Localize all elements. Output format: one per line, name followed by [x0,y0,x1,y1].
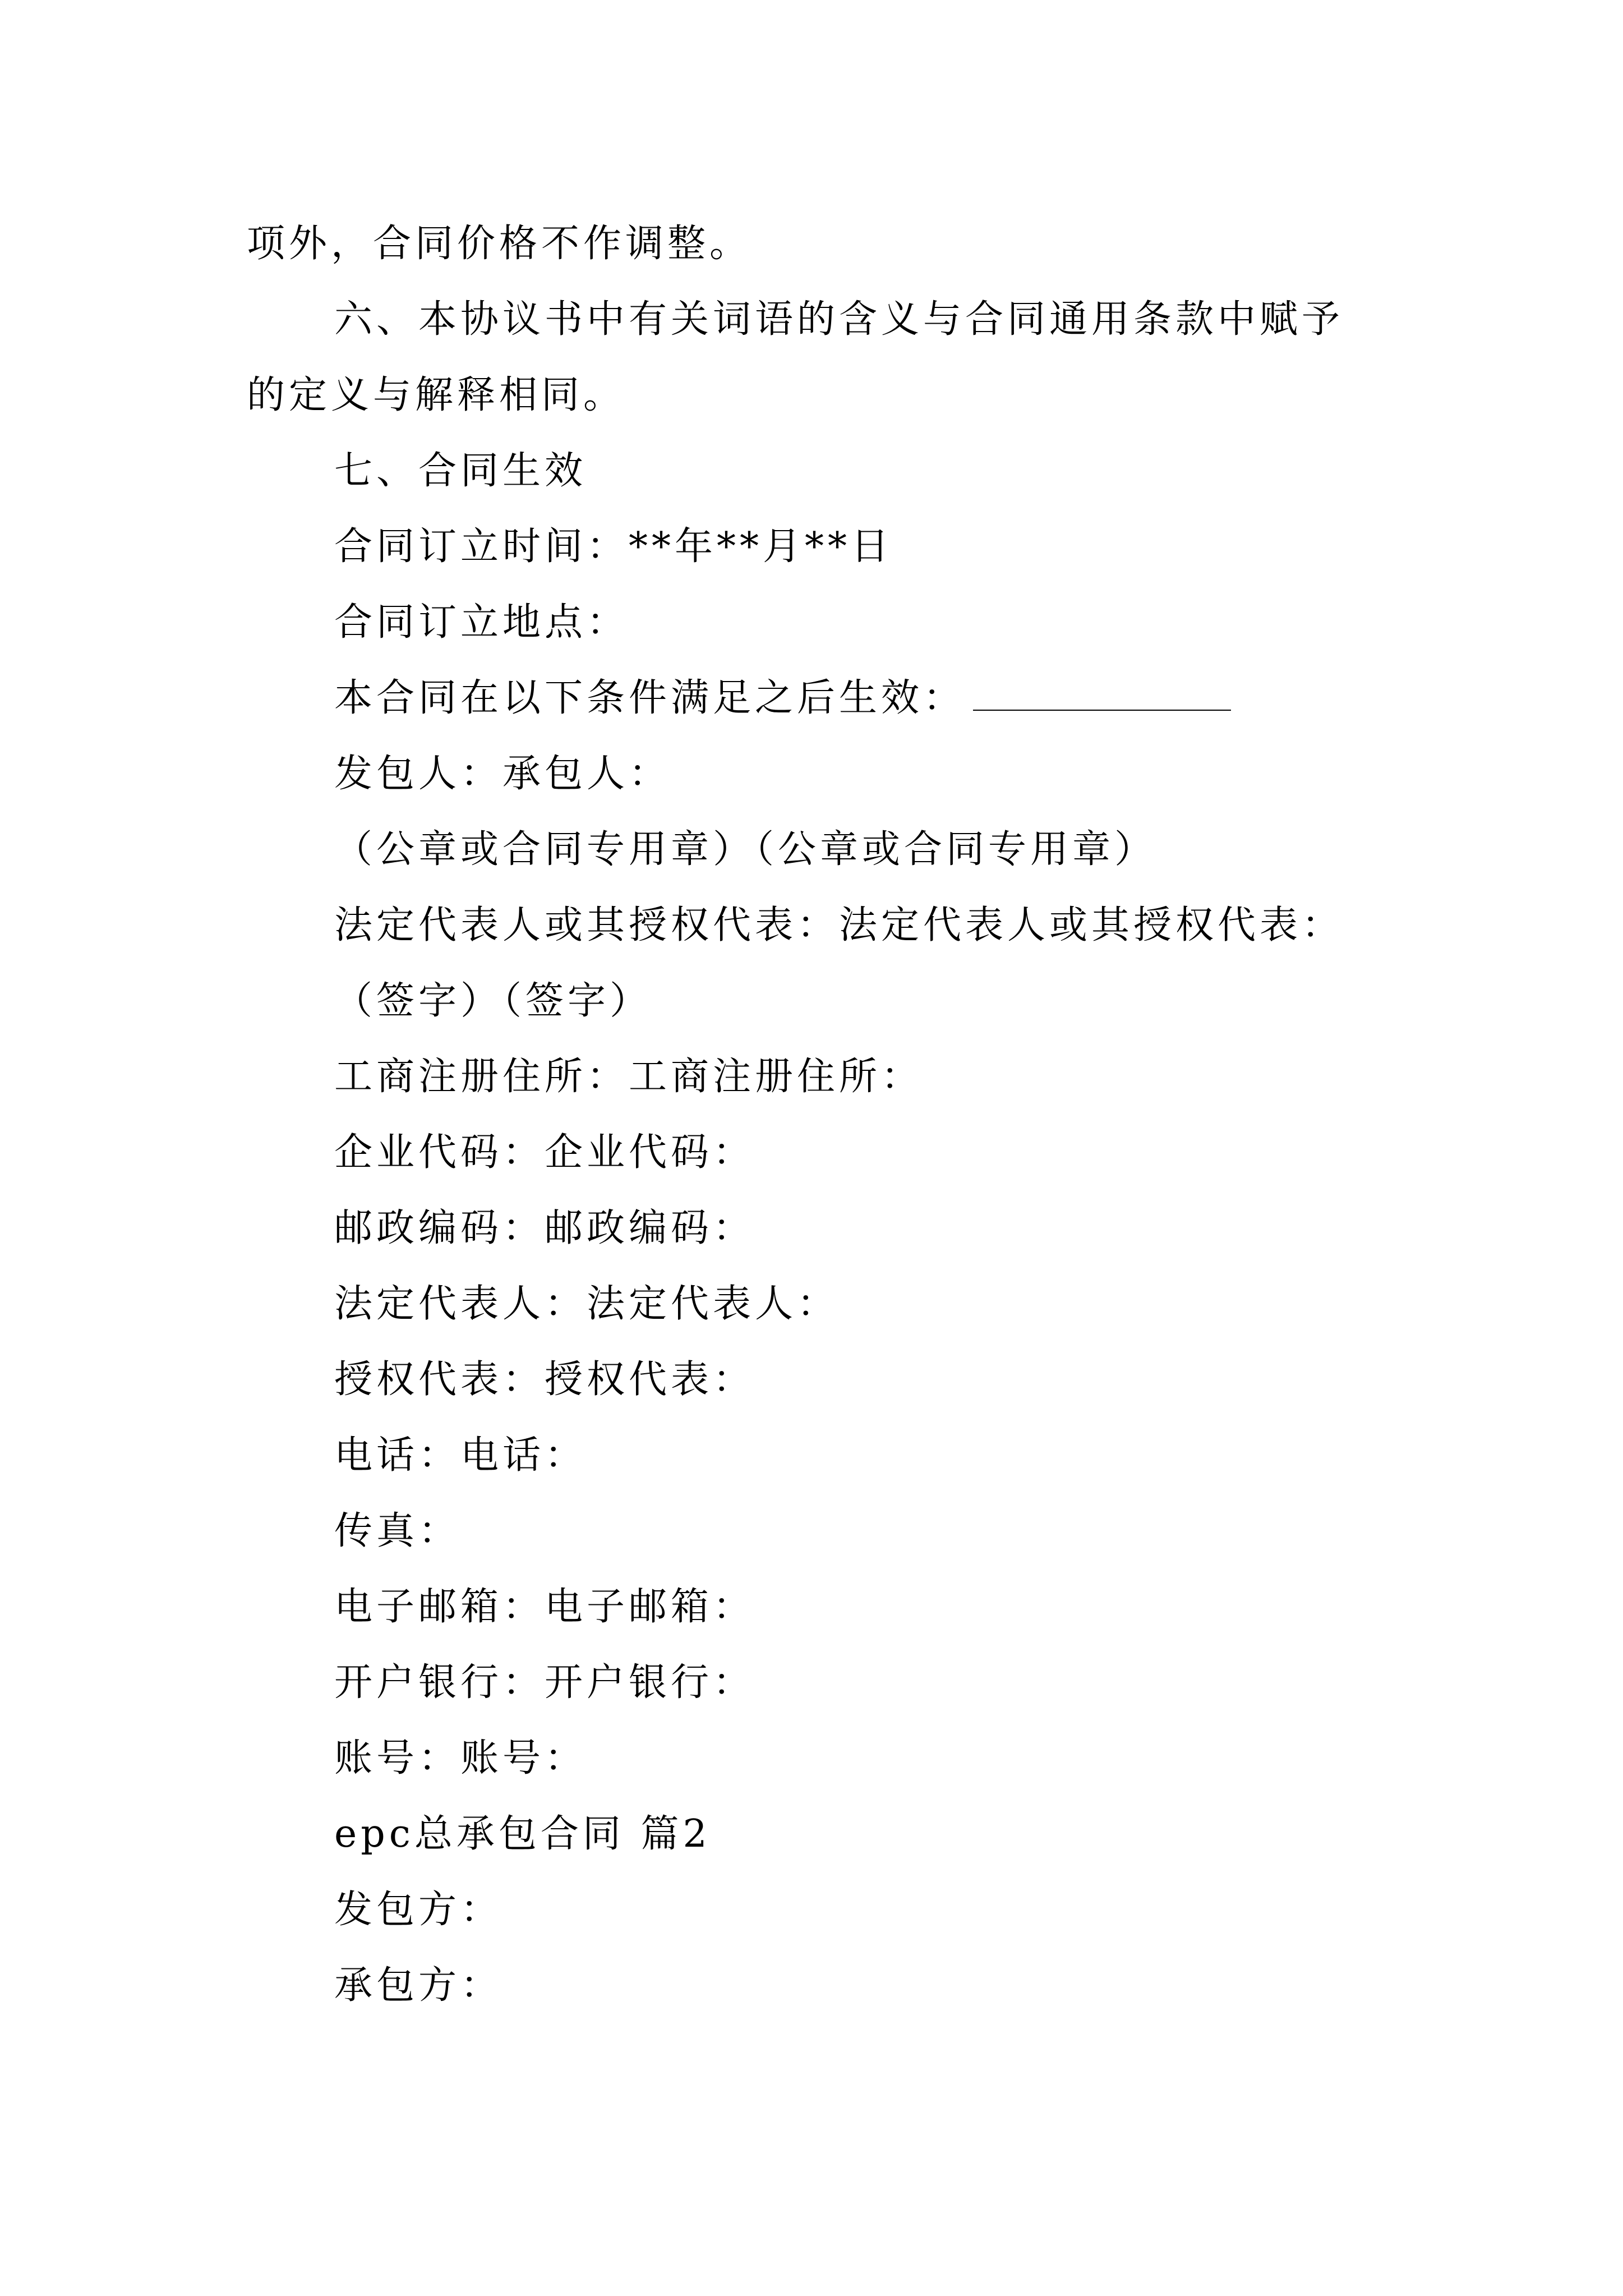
line-registered-address: 工商注册住所：工商注册住所： [334,1055,924,1099]
line-clause-seven-heading: 七、合同生效 [334,449,587,493]
line-clause-six: 六、本协议书中有关词语的含义与合同通用条款中赋予 [334,297,1344,342]
line-seal: （公章或合同专用章）（公章或合同专用章） [334,827,1157,872]
line-phone: 电话：电话： [334,1433,587,1478]
line-signing-place: 合同订立地点： [334,600,629,645]
line-enterprise-code: 企业代码：企业代码： [334,1130,755,1175]
line-contractor: 承包方： [334,1963,503,2008]
line-parties: 发包人：承包人： [334,752,671,796]
line-legal-representative: 法定代表人：法定代表人： [334,1282,840,1326]
line-effective-condition [334,673,1231,724]
line-email: 电子邮箱：电子邮箱： [334,1585,755,1629]
line-price-adjustment: 项外，合同价格不作调整。 [247,222,752,266]
line-contract-title-2: epc总承包合同 篇2 [334,1812,711,1856]
line-legal-rep: 法定代表人或其授权代表：法定代表人或其授权代表： [334,903,1344,947]
effective-condition-label: 本合同在以下条件满足之后生效： [334,676,966,720]
line-bank: 开户银行：开户银行： [334,1660,755,1705]
line-account: 账号：账号： [334,1736,587,1780]
line-signature: （签字）（签字） [334,979,652,1023]
line-authorized-rep: 授权代表：授权代表： [334,1358,755,1402]
fill-in-blank [973,710,1231,711]
line-fax: 传真： [334,1509,461,1553]
line-postal-code: 邮政编码：邮政编码： [334,1206,755,1250]
line-signing-date: 合同订立时间：**年**月**日 [334,524,893,569]
line-clause-six-cont: 的定义与解释相同。 [247,373,626,417]
line-employer: 发包方： [334,1888,503,1932]
